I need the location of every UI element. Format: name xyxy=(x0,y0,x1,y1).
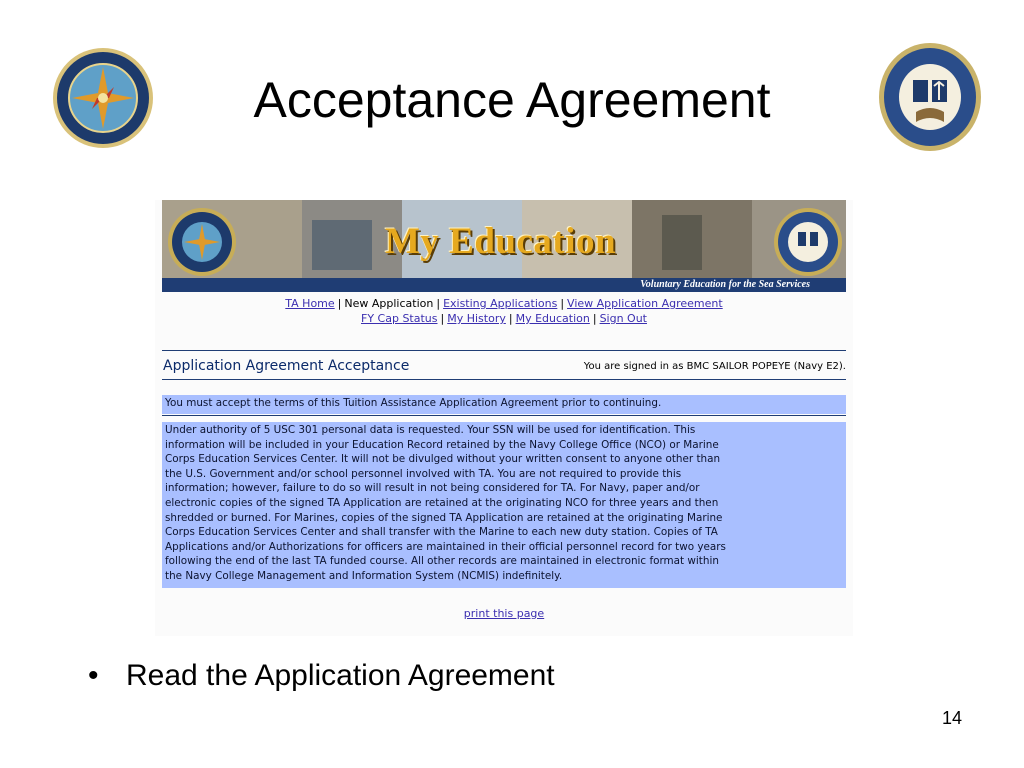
terms-line: Corps Education Services Center. It will not be divulged without your written consent to anyone other than xyxy=(165,453,721,466)
nav-existing-applications[interactable]: Existing Applications xyxy=(443,297,558,310)
nav-separator: | xyxy=(337,297,342,310)
terms-line: Applications and/or Authorizations for officers are maintained in their official personnel record for two years xyxy=(165,540,726,553)
page-heading: Application Agreement Acceptance xyxy=(163,358,410,374)
divider xyxy=(162,350,846,351)
bullet-item xyxy=(88,657,555,695)
nav-sign-out[interactable]: Sign Out xyxy=(599,312,647,325)
nav-my-education[interactable]: My Education xyxy=(515,312,590,325)
bullet-dot-icon: • xyxy=(88,659,99,692)
terms-line: Corps Education Services Center and shall transfer with the Marine to each new duty station. Copies of TA xyxy=(165,526,718,539)
nav-my-history[interactable]: My History xyxy=(447,312,506,325)
terms-line: electronic copies of the signed TA Application are retained at the originating NCO for three years and then xyxy=(165,496,719,509)
print-this-page-link[interactable]: print this page xyxy=(463,607,545,620)
nav-view-application-agreement[interactable]: View Application Agreement xyxy=(567,297,723,310)
divider xyxy=(162,415,846,416)
divider xyxy=(162,379,846,380)
privacy-terms-text xyxy=(162,422,846,588)
nav-separator: | xyxy=(440,312,445,325)
nav-fy-cap-status[interactable]: FY Cap Status xyxy=(361,312,438,325)
terms-line: the Navy College Management and Information System (NCMIS) indefinitely. xyxy=(165,569,563,582)
slide-page-number: 14 xyxy=(941,708,962,728)
nav-separator: | xyxy=(508,312,513,325)
nav-separator: | xyxy=(560,297,565,310)
terms-line: information; however, failure to do so will result in not being considered for TA. For Navy, paper and/or xyxy=(165,482,700,495)
banner-tagline: Voluntary Education for the Sea Services xyxy=(640,279,810,290)
terms-line: shredded or burned. For Marines, copies of the signed TA Application are retained at the originating Marine xyxy=(165,511,723,524)
terms-line: the U.S. Government and/or school personnel involved with TA. You are not required to provide this xyxy=(165,467,682,480)
embedded-web-page xyxy=(155,200,853,636)
signed-in-status: You are signed in as BMC SAILOR POPEYE (Navy E2). xyxy=(583,361,846,372)
bullet-text: Read the Application Agreement xyxy=(126,659,555,692)
print-row xyxy=(162,607,846,620)
terms-line: Under authority of 5 USC 301 personal data is requested. Your SSN will be used for identification. This xyxy=(165,424,696,436)
nav-row-1 xyxy=(162,297,846,310)
acceptance-notice: You must accept the terms of this Tuition Assistance Application Agreement prior to continuing. xyxy=(162,395,846,414)
nav-separator: | xyxy=(436,297,441,310)
nav-new-application: New Application xyxy=(344,297,434,310)
nav-ta-home[interactable]: TA Home xyxy=(285,297,335,310)
my-education-banner xyxy=(162,200,846,292)
my-education-logo: My Education xyxy=(385,221,617,262)
terms-line: information will be included in your Education Record retained by the Navy College Office (NCO) or Marine xyxy=(165,438,719,451)
nav-row-2 xyxy=(162,312,846,325)
slide-title: Acceptance Agreement xyxy=(253,72,771,128)
nav-separator: | xyxy=(592,312,597,325)
terms-line: following the end of the last TA funded course. All other records are maintained in electronic format within xyxy=(165,555,719,568)
navy-college-seal-icon xyxy=(878,42,982,152)
